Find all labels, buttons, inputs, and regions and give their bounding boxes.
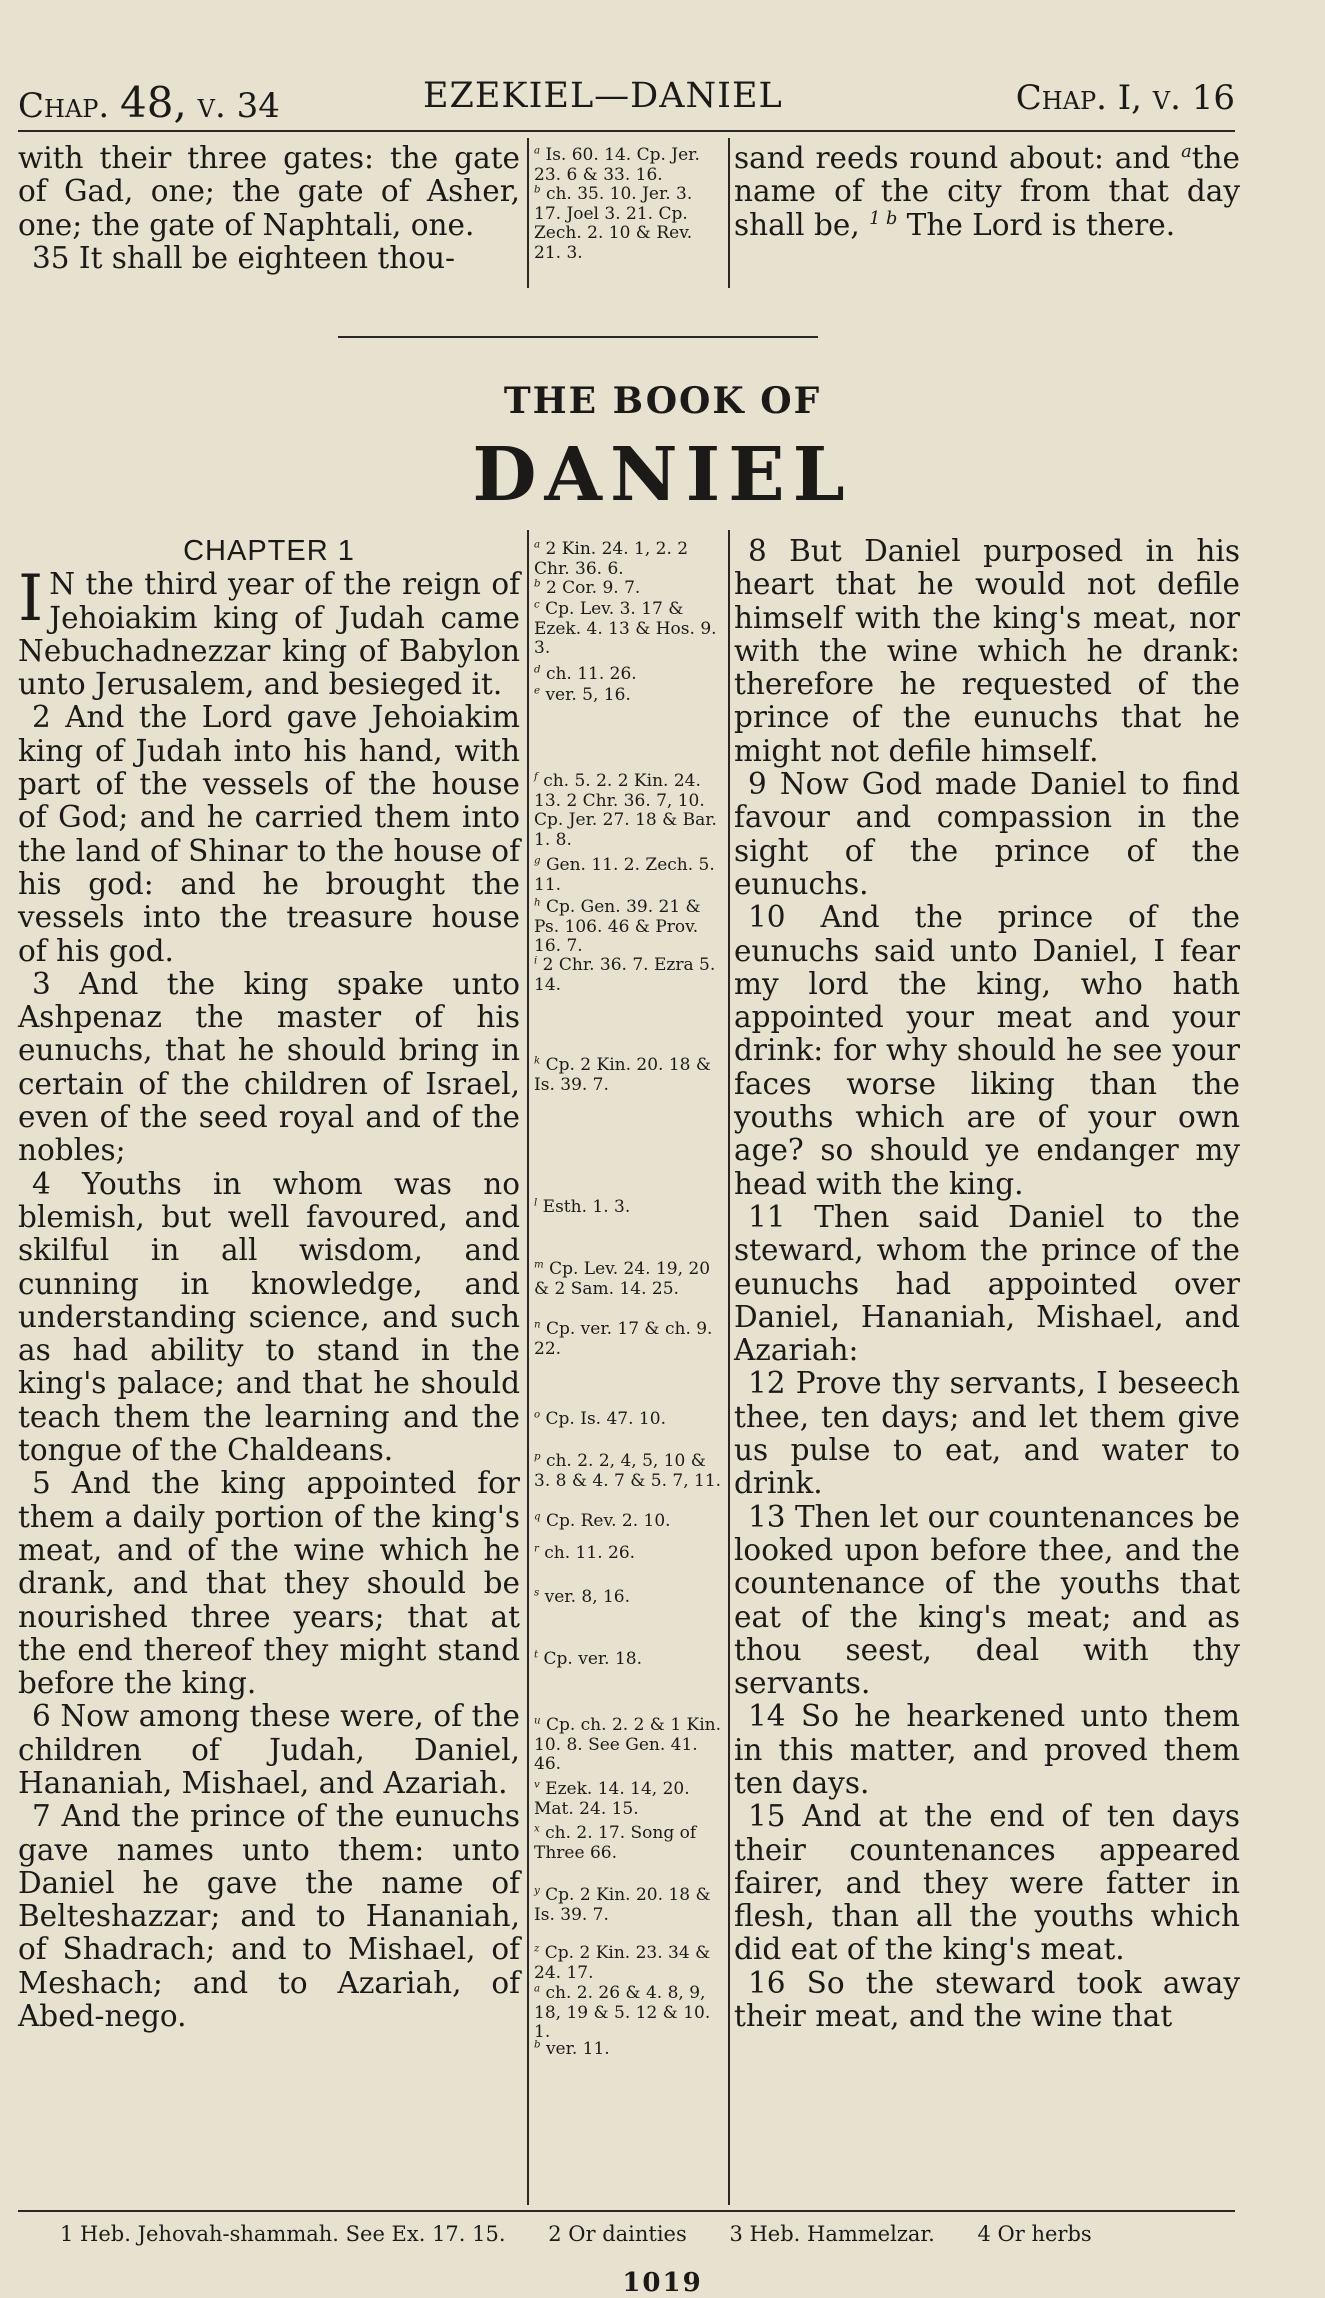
verse-10: 10 And the prince of the eunuchs said unto Daniel, I fear my lord the king, who hath appointed your meat and your drink: for why should he see your faces worse liking than the youths which are of your own age? so should ye endanger my head with the king. (734, 900, 1240, 1201)
verse-15: 15 And at the end of ten days their countenances appeared fairer, and they were fatter in flesh, than all the youths which did eat of the king's meat. (734, 1799, 1240, 1967)
daniel-col-left (18, 535, 520, 2033)
ref-i: $^i$ 2 Chr. 36. 7. Ezra 5. 14. (534, 955, 716, 995)
verse-7: 7 And the prince of the eunuchs gave names unto them: unto Daniel he gave the name of Belteshazzar; and to Hananiah, of Shadrach; and to Mishael, of Meshach; and to Azariah, of Abed-nego. (18, 1799, 520, 2034)
ref-a: $^a$ ch. 2. 26 & 4. 8, 9, 18, 19 & 5. 12 & 10. 1. (534, 1983, 711, 2042)
verse-4: 4 Youths in whom was no blemish, but well favoured, and skilful in all wisdom, and cunning in knowledge, and understanding science, and such as had ability to stand in the king's palace; and that he should teach them the learning and the tongue of the Chaldeans. (18, 1166, 520, 1468)
ref-r: $^r$ ch. 11. 26. (534, 1543, 636, 1563)
verse-6: 6 Now among these were, of the children of Judah, Daniel, Hananiah, Mishael, and Azariah. (18, 1699, 520, 1800)
verse-2: 2 And the Lord gave Jehoiakim king of Judah into his hand, with part of the vessels of the house of God; and he carried them into the land of Shinar to the house of his god: and he brought the vessels into the treasure house of his god. (18, 700, 520, 968)
ref-a: $^a$ Is. 60. 14. Cp. Jer. 23. 6 & 33. 16. (534, 145, 700, 185)
verse-14: 14 So he hearkened unto them in this matter, and proved them ten days. (734, 1699, 1240, 1800)
section-rule (338, 336, 818, 338)
chapter-heading: CHAPTER 1 (183, 535, 355, 567)
verse-11: 11 Then said Daniel to the steward, whom the prince of the eunuchs had appointed over Daniel, Hananiah, Mishael, and Azariah: (734, 1199, 1240, 1368)
ref-h: $^h$ Cp. Gen. 39. 21 & Ps. 106. 46 & Prov. 16. 7. (534, 897, 701, 956)
header-rule (18, 130, 1235, 132)
running-head (18, 70, 1235, 130)
verse-3: 3 And the king spake unto Ashpenaz the master of his eunuchs, that he should bring in certain of the children of Israel, even of the seed royal and of the nobles; (18, 966, 520, 1168)
footnotes (60, 2222, 1225, 2246)
footnote-rule (18, 2210, 1235, 2212)
footnote-2: 2 Or dainties (548, 2222, 687, 2246)
ref-f: $^f$ ch. 5. 2. 2 Kin. 24. 13. 2 Chr. 36. 7, 10. Cp. Jer. 27. 18 & Bar. 1. 8. (534, 771, 717, 850)
verse-13: 13 Then let our countenances be looked upon before thee, and the countenance of the youths that eat of the king's meat; and as thou seest, deal with thy servants. (734, 1499, 1240, 1701)
column-rule (527, 138, 529, 288)
verse-16: 16 So the steward took away their meat, and the wine that (734, 1965, 1240, 2034)
verse-9: 9 Now God made Daniel to find favour and compassion in the sight of the prince of the eunuchs. (734, 767, 1240, 901)
verse-5: 5 And the king appointed for them a daily portion of the king's meat, and of the wine which he drank, and that they should be nourished three years; that at the end thereof they might stand before the king. (18, 1466, 520, 1701)
running-head-center: EZEKIEL—DANIEL (423, 76, 783, 116)
ref-b: $^b$ ch. 35. 10. Jer. 3. 17. Joel 3. 21. Cp. Zech. 2. 10 & Rev. 21. 3. (534, 184, 693, 263)
ref-t: $^t$ Cp. ver. 18. (534, 1649, 642, 1669)
ezekiel-verse-35: 35 It shall be eighteen thou- (32, 240, 455, 275)
verse-1: I N the third year of the reign of Jehoiakim king of Judah came Nebuchadnezzar king of Babylon unto Jerusalem, and besieged it. (18, 562, 520, 702)
footnote-3: 3 Heb. Hammelzar. (729, 2222, 935, 2246)
ref-l: $^l$ Esth. 1. 3. (534, 1197, 631, 1217)
ref-u: $^u$ Cp. ch. 2. 2 & 1 Kin. 10. 8. See Gen. 41. 46. (534, 1715, 722, 1774)
ref-m: $^m$ Cp. Lev. 24. 19, 20 & 2 Sam. 14. 25. (534, 1259, 711, 1299)
ref-e: $^e$ ver. 5, 16. (534, 685, 631, 705)
ezekiel-col-left (18, 142, 520, 275)
drop-cap: I (18, 562, 44, 637)
verse-8: 8 But Daniel purposed in his heart that he would not defile himself with the king's meat, nor with the wine which he drank: therefore he requested of the prince of the eunuchs that he might not defile himself. (734, 534, 1240, 768)
ezekiel-col-right: sand reeds round about: and $^a$the name of the city from that day shall be, $^{1 b}$ The Lord is there. (734, 141, 1240, 242)
running-head-left: Chap. 48, v. 34 (18, 78, 280, 127)
ezekiel-text-1: with their three gates: the gate of Gad, one; the gate of Asher, one; the gate of Naphtali, one. (18, 141, 520, 242)
book-title-prefix: THE BOOK OF (503, 380, 822, 422)
ref-o: $^o$ Cp. Is. 47. 10. (534, 1409, 666, 1429)
page-number: 1019 (622, 2268, 703, 2298)
ref-a: $^a$ 2 Kin. 24. 1, 2. 2 Chr. 36. 6. (534, 539, 689, 579)
ref-x: $^x$ ch. 2. 17. Song of Three 66. (534, 1823, 697, 1863)
column-rule (728, 530, 730, 2205)
book-title: DANIEL (472, 432, 853, 518)
ref-p: $^p$ ch. 2. 2, 4, 5, 10 & 3. 8 & 4. 7 & 5. 7, 11. (534, 1451, 722, 1491)
ref-v: $^v$ Ezek. 14. 14, 20. Mat. 24. 15. (534, 1779, 690, 1819)
ref-z: $^z$ Cp. 2 Kin. 23. 34 & 24. 17. (534, 1943, 711, 1983)
column-rule (527, 530, 529, 2205)
daniel-col-right (734, 535, 1240, 2033)
ref-b: $^b$ ver. 11. (534, 2039, 610, 2059)
column-rule (728, 138, 730, 288)
ref-q: $^q$ Cp. Rev. 2. 10. (534, 1511, 671, 1531)
ref-n: $^n$ Cp. ver. 17 & ch. 9. 22. (534, 1319, 713, 1359)
ref-c: $^c$ Cp. Lev. 3. 17 & Ezek. 4. 13 & Hos. 9. 3. (534, 599, 717, 658)
footnote-4: 4 Or herbs (977, 2222, 1092, 2246)
ref-k: $^k$ Cp. 2 Kin. 20. 18 & Is. 39. 7. (534, 1055, 712, 1095)
verse-12: 12 Prove thy servants, I beseech thee, ten days; and let them give us pulse to eat, and water to drink. (734, 1366, 1240, 1501)
ref-y: $^y$ Cp. 2 Kin. 20. 18 & Is. 39. 7. (534, 1885, 711, 1925)
running-head-right: Chap. I, v. 16 (1015, 78, 1235, 118)
ref-d: $^d$ ch. 11. 26. (534, 664, 637, 684)
footnote-1: 1 Heb. Jehovah-shammah. See Ex. 17. 15. (60, 2222, 506, 2246)
ref-g: $^g$ Gen. 11. 2. Zech. 5. 11. (534, 855, 715, 895)
ref-b: $^b$ 2 Cor. 9. 7. (534, 578, 641, 598)
ref-s: $^s$ ver. 8, 16. (534, 1587, 631, 1607)
